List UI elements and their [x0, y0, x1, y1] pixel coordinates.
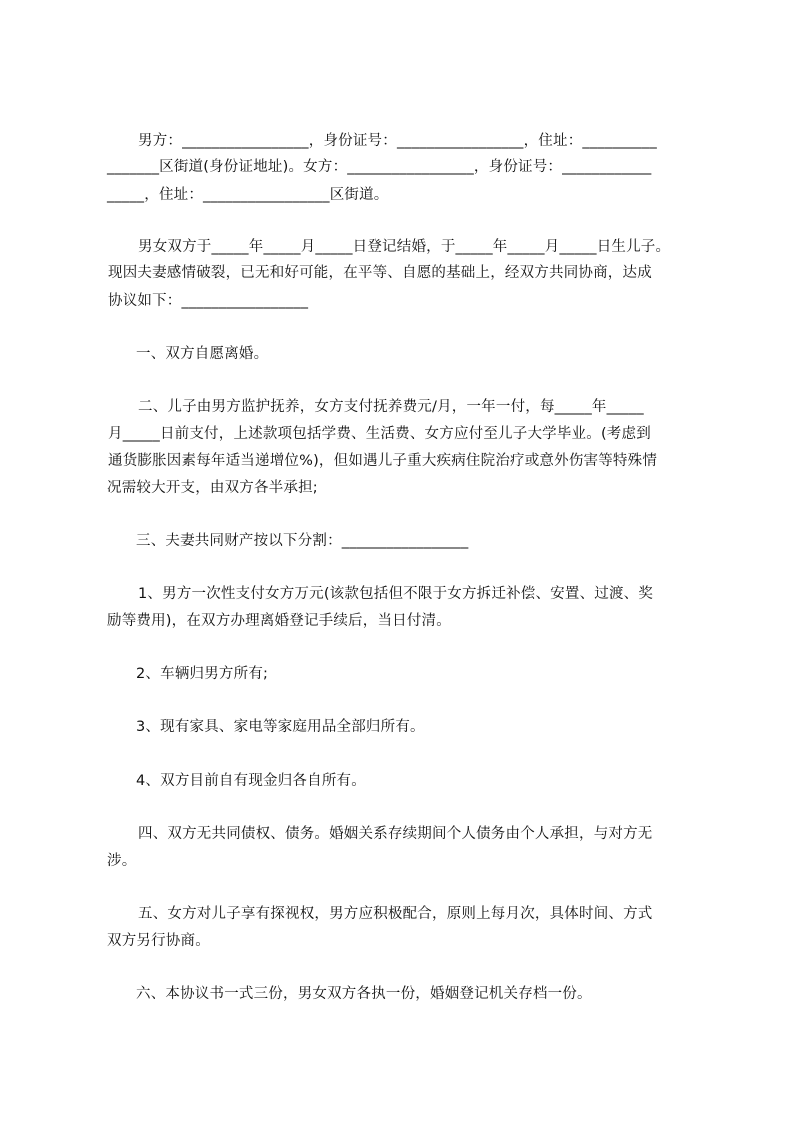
clause-2-line-3: 通货膨胀因素每年适当递增位%)，但如遇儿子重大疾病住院治疗或意外伤害等特殊情: [108, 453, 658, 469]
clause-3-item-1-line-1: 1、男方一次性支付女方万元(该款包括但不限于女方拆迁补偿、安置、过渡、奖: [138, 586, 654, 602]
clause-3-item-3: 3、现有家具、家电等家庭用品全部归所有。: [136, 719, 425, 735]
clause-6: 六、本协议书一式三份，男女双方各执一份，婚姻登记机关存档一份。: [136, 986, 592, 1002]
party-line-2: _______区街道(身份证地址)。女方：_________________，身份证号：____________: [107, 159, 652, 175]
clause-1: 一、双方自愿离婚。: [136, 346, 269, 362]
clause-2-line-2: 月_____日前支付，上述款项包括学费、生活费、女方应付至儿子大学毕业。(考虑到: [108, 426, 651, 442]
party-line-3: _____，住址：_________________区街道。: [107, 187, 389, 203]
clause-3-item-4: 4、双方目前自有现金归各自所有。: [136, 773, 366, 789]
clause-3-item-2: 2、车辆归男方所有;: [136, 666, 269, 682]
intro-line-2: 现因夫妻感情破裂，已无和好可能，在平等、自愿的基础上，经双方共同协商，达成: [108, 265, 652, 281]
clause-2-line-4: 况需较大开支，由双方各半承担;: [107, 480, 318, 496]
clause-4-line-2: 涉。: [107, 853, 137, 869]
clause-4-line-1: 四、双方无共同债权、债务。婚姻关系存续期间个人债务由个人承担，与对方无: [138, 826, 653, 842]
clause-3-item-1-line-2: 励等费用)，在双方办理离婚登记手续后，当日付清。: [107, 613, 451, 629]
clause-5-line-1: 五、女方对儿子享有探视权，男方应积极配合，原则上每月次，具体时间、方式: [138, 906, 653, 922]
clause-3: 三、夫妻共同财产按以下分割：_________________: [136, 533, 469, 549]
party-line-1: 男方：_________________，身份证号：_________________，住址：__________: [138, 133, 657, 149]
clause-5-line-2: 双方另行协商。: [107, 933, 210, 949]
clause-2-line-1: 二、儿子由男方监护抚养，女方支付抚养费元/月，一年一付，每_____年_____: [138, 399, 644, 415]
intro-line-1: 男女双方于_____年_____月_____日登记结婚，于_____年_____月_____日生儿子。: [138, 239, 671, 255]
intro-line-3: 协议如下：_________________: [108, 293, 309, 309]
